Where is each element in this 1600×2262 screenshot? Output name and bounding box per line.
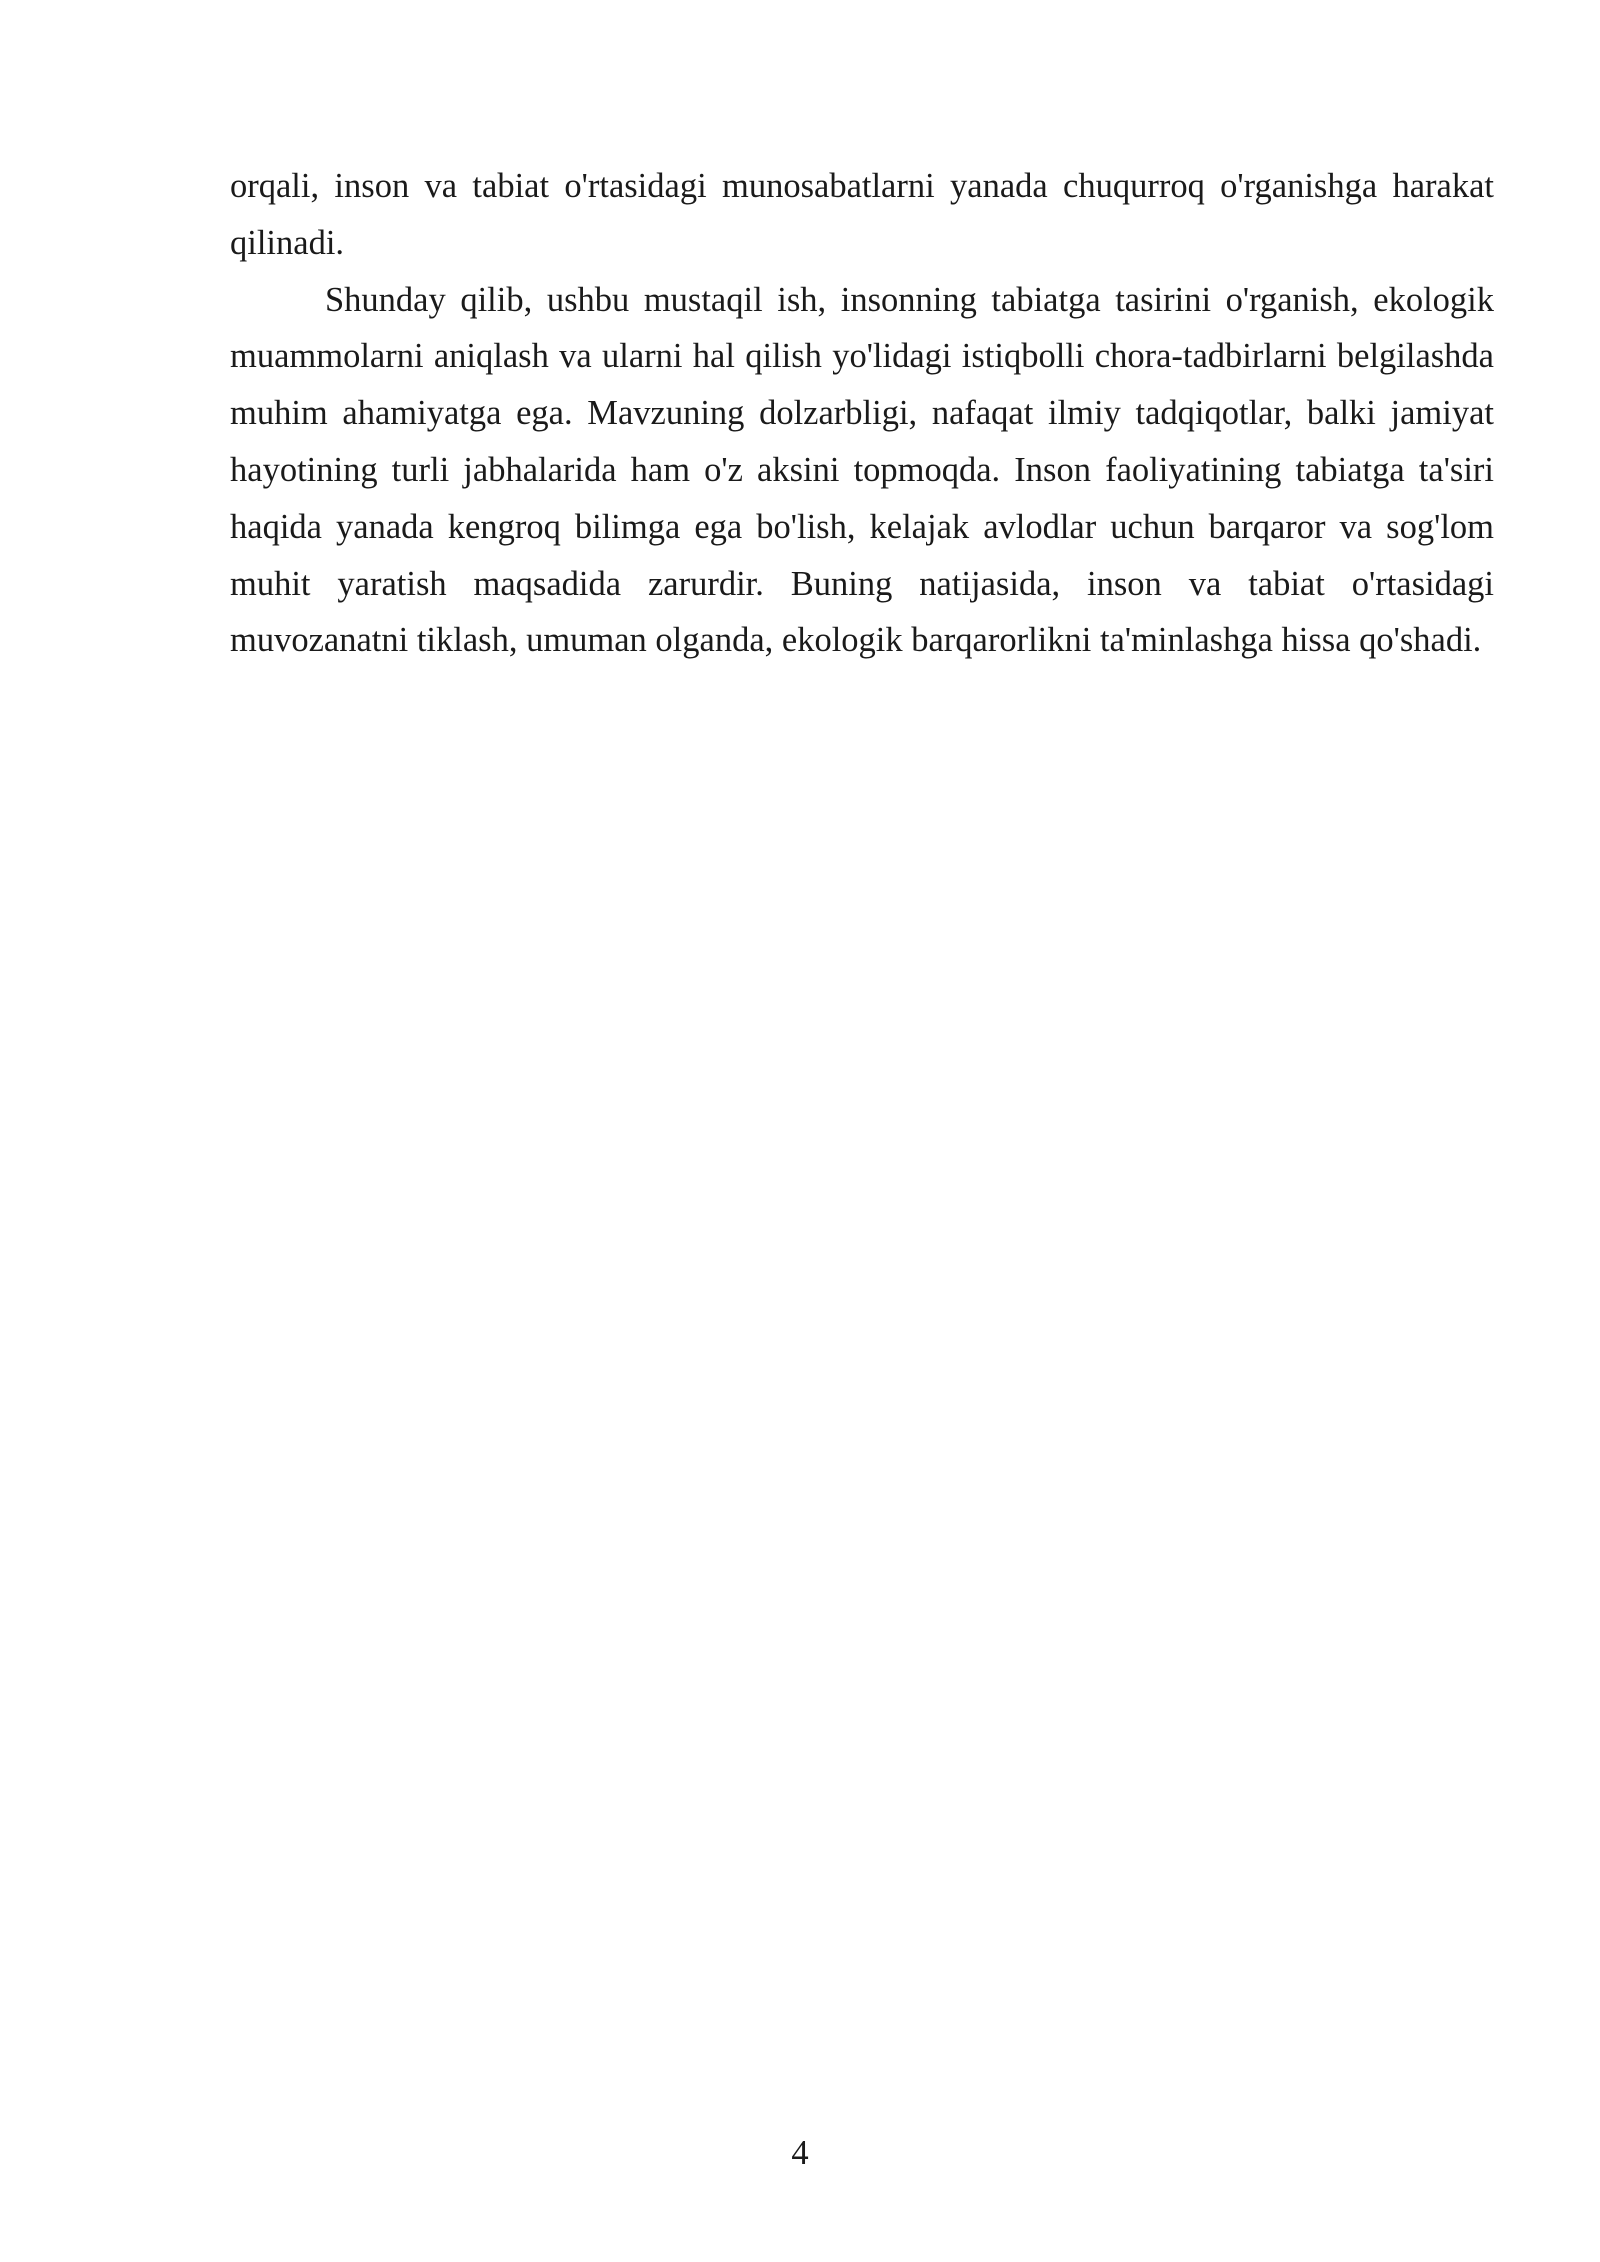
page-number: 4 (791, 2134, 809, 2172)
document-body (230, 158, 1494, 669)
paragraph-conclusion: Shunday qilib, ushbu mustaqil ish, insonning tabiatga tasirini o'rganish, ekologik muammolarni aniqlash va ularni hal qilish yo'lidagi istiqbolli chora-tadbirlarni belgilashda muhim ahamiyatga ega. Mavzuning dolzarbligi, nafaqat ilmiy tadqiqotlar, balki jamiyat hayotining turli jabhalarida ham o'z aksini topmoqda. Inson faoliyatining tabiatga ta'siri haqida yanada kengroq bilimga ega bo'lish, kelajak avlodlar uchun barqaror va sog'lom muhit yaratish maqsadida zarurdir. Buning natijasida, inson va tabiat o'rtasidagi muvozanatni tiklash, umuman olganda, ekologik barqarorlikni ta'minlashga hissa qo'shadi. (230, 280, 1494, 660)
paragraph-continuation: orqali, inson va tabiat o'rtasidagi munosabatlarni yanada chuqurroq o'rganishga harakat qilinadi. (230, 167, 1494, 262)
